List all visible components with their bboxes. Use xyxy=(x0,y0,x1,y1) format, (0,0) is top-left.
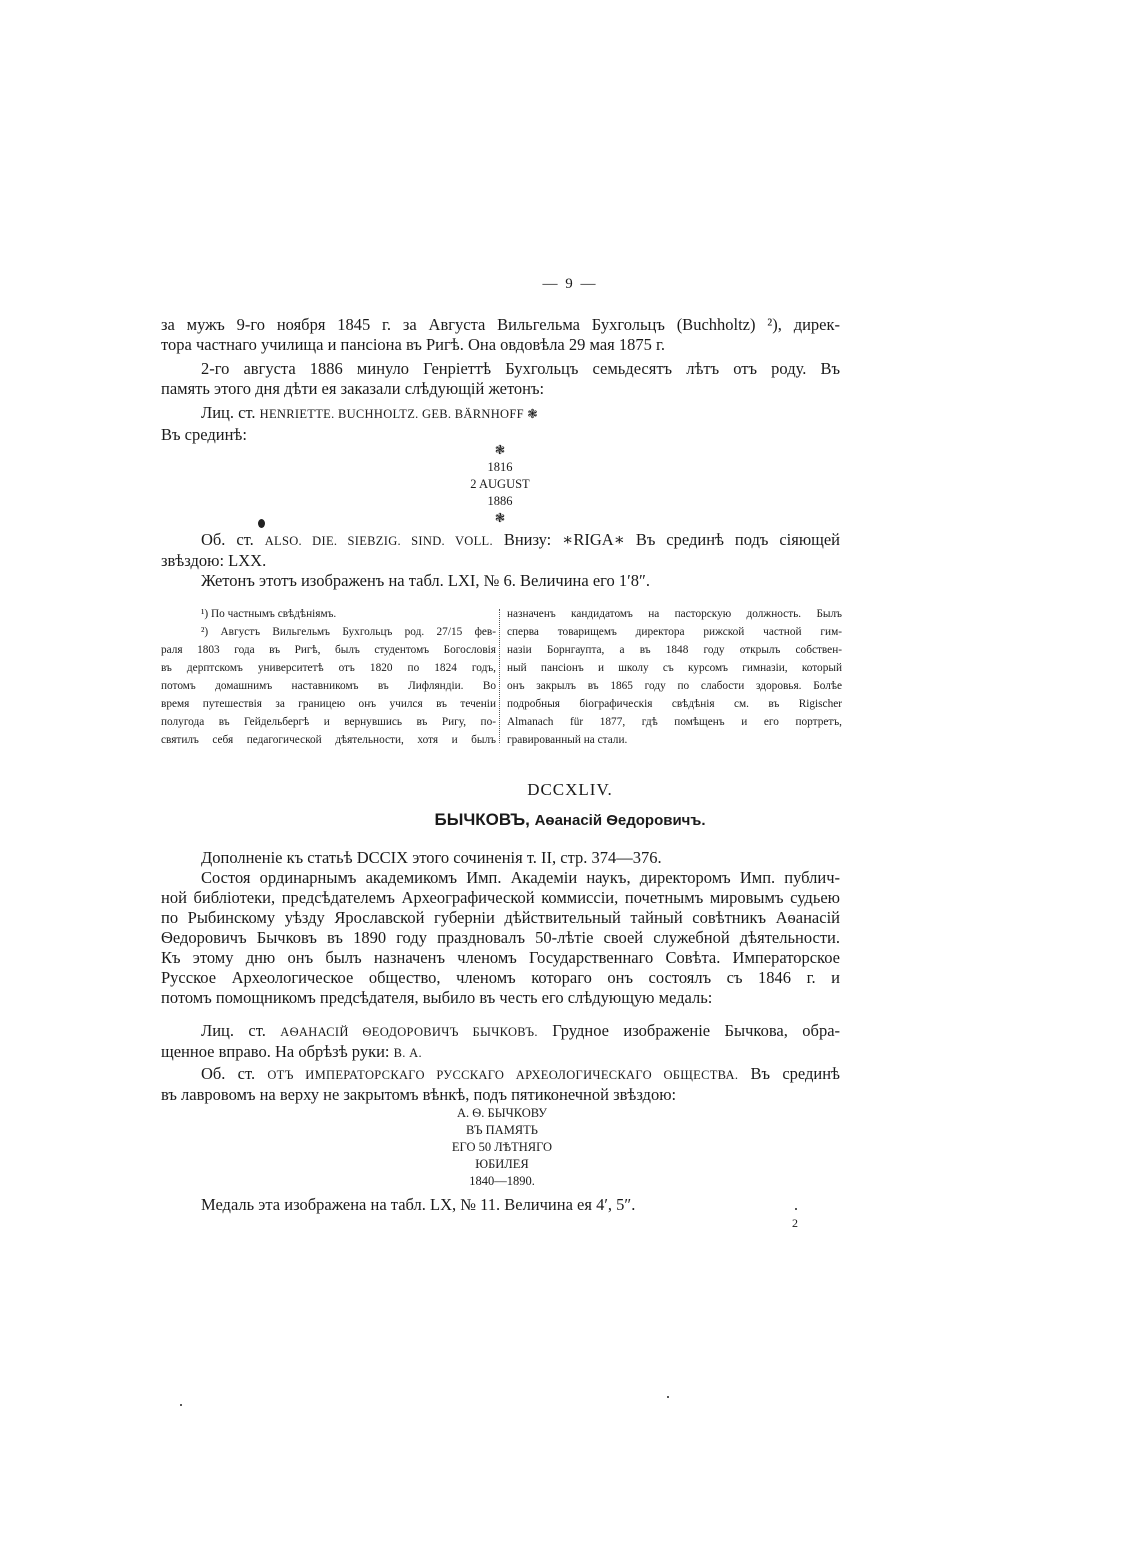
footnote-line: ²) Августъ Вильгельмъ Бухгольцъ род. 27/15 фев- xyxy=(201,626,496,638)
reverse-inscription: ОТЪ ИМПЕРАТОРСКАГО РУССКАГО АРХЕОЛОГИЧЕСКАГО ОБЩЕСТВА. xyxy=(267,1068,739,1082)
text-line: звѣздою: LXX. xyxy=(161,551,267,570)
reverse-rest: Въ срединѣ xyxy=(750,1064,841,1083)
reverse-label: Об. ст. xyxy=(201,530,254,549)
footnote-line: полугода въ Гейдельбергѣ и вернувшись въ Ригу, по- xyxy=(161,716,496,728)
inscription-line: ЕГО 50 ЛѢТНЯГО xyxy=(451,1140,553,1154)
footnote-line: потомъ домашнимъ наставникомъ въ Лифляндіи. Во xyxy=(161,680,496,692)
obverse-label: Лиц. ст. xyxy=(201,403,256,422)
reverse-label: Об. ст. xyxy=(201,1064,256,1083)
text-line: щенное вправо. На обрѣзѣ руки: xyxy=(161,1042,390,1061)
biography-paragraph xyxy=(161,848,840,1008)
footnote-line: ный пансіонъ и школу съ курсомъ гимназіи, который xyxy=(507,662,842,674)
obverse-inscription: HENRIETTE. BUCHHOLTZ. GEB. BÄRNHOFF ❃ xyxy=(259,407,539,421)
obverse-label: Лиц. ст. xyxy=(201,1021,266,1040)
inscription-line: А. Ѳ. БЫЧКОВУ xyxy=(457,1106,547,1120)
obverse-inscription: АѲАНАСІЙ ѲЕОДОРОВИЧЪ БЫЧКОВЪ. xyxy=(280,1025,538,1039)
inscription-line: 1816 xyxy=(487,460,513,474)
text-line: Состоя ординарнымъ академикомъ Имп. Академіи наукъ, директоромъ Имп. публич- xyxy=(201,868,840,887)
speck xyxy=(667,1396,669,1398)
footnote-line: раля 1803 года въ Ригѣ, былъ студентомъ Богословія xyxy=(161,644,496,656)
token-center-inscription xyxy=(0,442,1000,527)
footnote-line: въ дерптскомъ университетѣ отъ 1820 по 1824 годъ, xyxy=(161,662,496,674)
footnote-line: гравированный на стали. xyxy=(507,734,628,746)
reverse-paragraph xyxy=(161,530,840,591)
speck xyxy=(180,1404,182,1406)
inscription-line: ❃ xyxy=(494,443,506,457)
medal-obverse xyxy=(161,1021,840,1063)
heading-given-name: Аѳанасій Ѳедоровичъ. xyxy=(534,812,706,829)
signature-mark: 2 xyxy=(792,1216,798,1230)
inscription-line: ЮБИЛЕЯ xyxy=(475,1157,529,1171)
footnote-line: Almanach für 1877, гдѣ помѣщенъ и его портретъ, xyxy=(507,716,842,728)
text-line: ной библіотеки, предсѣдателемъ Археографической коммиссіи, почетнымъ мировымъ судьею xyxy=(161,888,840,907)
footnote-column-divider xyxy=(499,609,500,743)
inscription-line: 1886 xyxy=(487,494,513,508)
footnotes xyxy=(161,605,840,745)
text-line: по Рыбинскому уѣзду Ярославской губерніи дѣйствительный тайный совѣтникъ Аѳанасій xyxy=(161,908,840,927)
text-line: тора частнаго училища и пансіона въ Ригѣ. Она овдовѣла 29 мая 1875 г. xyxy=(161,335,666,354)
page-number: — 9 — xyxy=(542,276,598,292)
footnote-line: подробныя біографическія свѣдѣнія см. въ Rigischer xyxy=(507,698,842,710)
middle-label: Въ срединѣ: xyxy=(161,425,247,444)
text-line: Русское Археологическое общество, членомъ котораго онъ состоялъ съ 1846 г. и xyxy=(161,968,840,987)
text-line: Къ этому дню онъ былъ назначенъ членомъ Государственнаго Совѣта. Императорское xyxy=(161,948,840,967)
inscription-line: 1840—1890. xyxy=(469,1174,535,1188)
reverse-inscription: ALSO. DIE. SIEBZIG. SIND. VOLL. xyxy=(264,534,493,548)
paragraph-1 xyxy=(161,315,840,355)
paragraph-2 xyxy=(161,359,840,399)
footnotes-right-column xyxy=(507,605,842,749)
reverse-rest: Внизу: ∗RIGA∗ Въ срединѣ подъ сіяющей xyxy=(503,530,841,549)
footnote-line: назіи Борнгаупта, а въ 1848 году открылъ собствен- xyxy=(507,644,842,656)
medal-center-inscription xyxy=(0,1105,1004,1190)
footnote-line: ¹) По частнымъ свѣдѣніямъ. xyxy=(201,608,337,620)
text-line: 2-го августа 1886 минуло Генріеттѣ Бухгольцъ семьдесятъ лѣтъ отъ роду. Въ xyxy=(201,359,840,378)
footnote-line: онъ закрылъ въ 1865 году по слабости здоровья. Болѣе xyxy=(507,680,842,692)
footnote-line: назначенъ кандидатомъ на пасторскую должность. Былъ xyxy=(507,608,842,620)
obverse-line xyxy=(161,403,840,424)
text-line: Ѳедоровичъ Бычковъ въ 1890 году праздновалъ 50-лѣтіе своей служебной дѣятельности. xyxy=(161,928,840,947)
text-line: память этого дня дѣти ея заказали слѣдующій жетонъ: xyxy=(161,379,545,398)
inscription-line: 2 AUGUST xyxy=(470,477,530,491)
inscription-line: ВЪ ПАМЯТЬ xyxy=(466,1123,538,1137)
speck xyxy=(795,1208,797,1210)
medal-size-line xyxy=(161,1195,840,1215)
footnotes-left-column xyxy=(161,605,496,749)
section-number: DCCXLIV. xyxy=(527,780,613,799)
footnote-line: сперва товарищемъ директора рижской частной гим- xyxy=(507,626,842,638)
obverse-description: Грудное изображеніе Бычкова, обра- xyxy=(552,1021,841,1040)
text-line: Дополненіе къ статьѣ DCCIX этого сочиненія т. II, стр. 374—376. xyxy=(201,848,662,867)
text-line: въ лавровомъ на верху не закрытомъ вѣнкѣ, подъ пятиконечной звѣздою: xyxy=(161,1085,677,1104)
engraver-initials: В. А. xyxy=(393,1046,422,1060)
heading-surname: БЫЧКОВЪ, xyxy=(434,810,530,829)
medal-reverse xyxy=(161,1064,840,1105)
text-line: Медаль эта изображена на табл. LX, № 11. Величина ея 4′, 5″. xyxy=(201,1195,636,1214)
ink-blot xyxy=(258,519,265,528)
footnote-line: святилъ себя педагогической дѣятельности, хотя и былъ xyxy=(161,734,496,746)
inscription-line: ❃ xyxy=(494,511,506,525)
footnote-line: время путешествія за границею онъ учился въ теченіи xyxy=(161,698,496,710)
text-line: потомъ помощникомъ предсѣдателя, выбило въ честь его слѣдующую медаль: xyxy=(161,988,713,1007)
text-line: за мужъ 9-го ноября 1845 г. за Августа Вильгельма Бухгольцъ (Buchholtz) ²), дирек- xyxy=(161,315,840,334)
section-heading xyxy=(0,810,1140,830)
token-size-line: Жетонъ этотъ изображенъ на табл. LXI, № 6. Величина его 1′8″. xyxy=(201,571,650,590)
